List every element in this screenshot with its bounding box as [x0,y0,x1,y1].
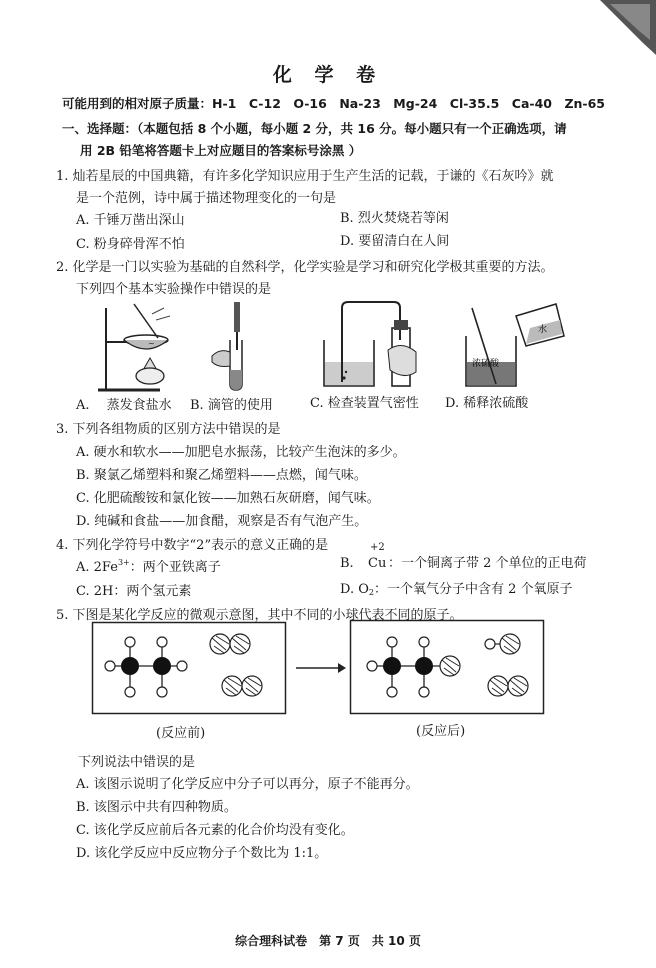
q4-option-b-prefix: B. [340,556,354,571]
q1-option-d: D. 要留清白在人间 [340,234,450,249]
acid-dilution-figure [460,300,570,390]
q2-option-a: A. 蒸发食盐水 [76,398,172,413]
evaporation-apparatus-figure [90,302,190,394]
q1-option-a: A. 千锤万凿出深山 [76,213,185,228]
q3-option-c: C. 化肥硫酸铵和氯化铵——加熟石灰研磨，闻气味。 [76,491,380,506]
q4-d-subscript: 2 [368,588,374,597]
q3-option-a: A. 硬水和软水——加肥皂水振荡，比较产生泡沫的多少。 [76,445,406,460]
page-footer: 综合理科试卷 第 7 页 共 10 页 [235,934,421,948]
q2-option-b: B. 滴管的使用 [190,398,273,413]
airtightness-check-figure [318,300,418,390]
q2-option-d: D. 稀释浓硫酸 [445,396,529,411]
q4-option-d [340,578,573,597]
q4-a-formula: A. 2Fe [76,560,118,575]
q3-option-d: D. 纯碱和食盐——加食醋，观察是否有气泡产生。 [76,514,368,529]
dropper-figure [208,300,268,392]
q4-a-text: ：两个亚铁离子 [129,560,221,575]
reaction-after-diagram [350,620,544,714]
q2-stem-line2: 下列四个基本实验操作中错误的是 [76,282,272,297]
q2-stem-line1: 2. 化学是一门以实验为基础的自然科学，化学实验是学习和研究化学极其重要的方法。 [56,260,554,275]
page-title: 化 学 卷 [272,64,384,86]
q4-b-symbol: Cu [368,556,387,571]
q5-option-c: C. 该化学反应前后各元素的化合价均没有变化。 [76,823,354,838]
q1-option-c: C. 粉身碎骨浑不怕 [76,237,185,252]
water-label: 水 [538,325,548,335]
section-heading-line1: 一、选择题：（本题包括 8 个小题，每小题 2 分，共 16 分。每小题只有一个正确选项，请 [62,121,567,136]
q4-a-charge: 3+ [117,558,130,567]
corner-mark [590,0,656,60]
q4-option-a [76,556,221,575]
q4-d-formula: D. O [340,582,369,597]
q1-stem-line1: 1. 灿若星辰的中国典籍，有许多化学知识应用于生产生活的记载，于谦的《石灰吟》就 [56,169,554,184]
q5-option-d: D. 该化学反应中反应物分子个数比为 1:1。 [76,846,328,861]
q4-b-text: ：一个铜离子带 2 个单位的正电荷 [388,556,587,571]
section-heading-line2: 用 2B 铅笔将答题卡上对应题目的答案标号涂黑 ） [80,143,362,158]
q5-stem: 5. 下图是某化学反应的微观示意图，其中不同的小球代表不同的原子。 [56,608,463,623]
q1-option-b: B. 烈火焚烧若等闲 [340,211,449,226]
reaction-arrow [296,662,346,674]
q3-stem: 3. 下列各组物质的区别方法中错误的是 [56,422,281,437]
q5-prompt: 下列说法中错误的是 [78,755,196,770]
q5-option-b: B. 该图示中共有四种物质。 [76,800,237,815]
caption-before: (反应前) [156,726,206,741]
atomic-mass-line: 可能用到的相对原子质量：H-1 C-12 O-16 Na-23 Mg-24 Cl-35.5 Ca-40 Zn-65 [62,96,606,111]
q4-d-text: ：一个氧气分子中含有 2 个氧原子 [373,582,573,597]
q4-b-valence: +2 [370,542,385,553]
q3-option-b: B. 聚氯乙烯塑料和聚乙烯塑料——点燃，闻气味。 [76,468,367,483]
acid-label: 浓硫酸 [472,359,500,369]
q4-stem: 4. 下列化学符号中数字“2”表示的意义正确的是 [56,538,329,553]
q5-option-a: A. 该图示说明了化学反应中分子可以再分，原子不能再分。 [76,777,419,792]
q1-stem-line2: 是一个范例，诗中属于描述物理变化的一句是 [76,191,337,206]
caption-after: (反应后) [416,724,466,739]
svg-text:~: ~ [148,339,155,348]
reaction-before-diagram [92,622,286,714]
q2-option-c: C. 检查装置气密性 [310,396,419,411]
q4-option-c: C. 2H：两个氢元素 [76,584,192,599]
